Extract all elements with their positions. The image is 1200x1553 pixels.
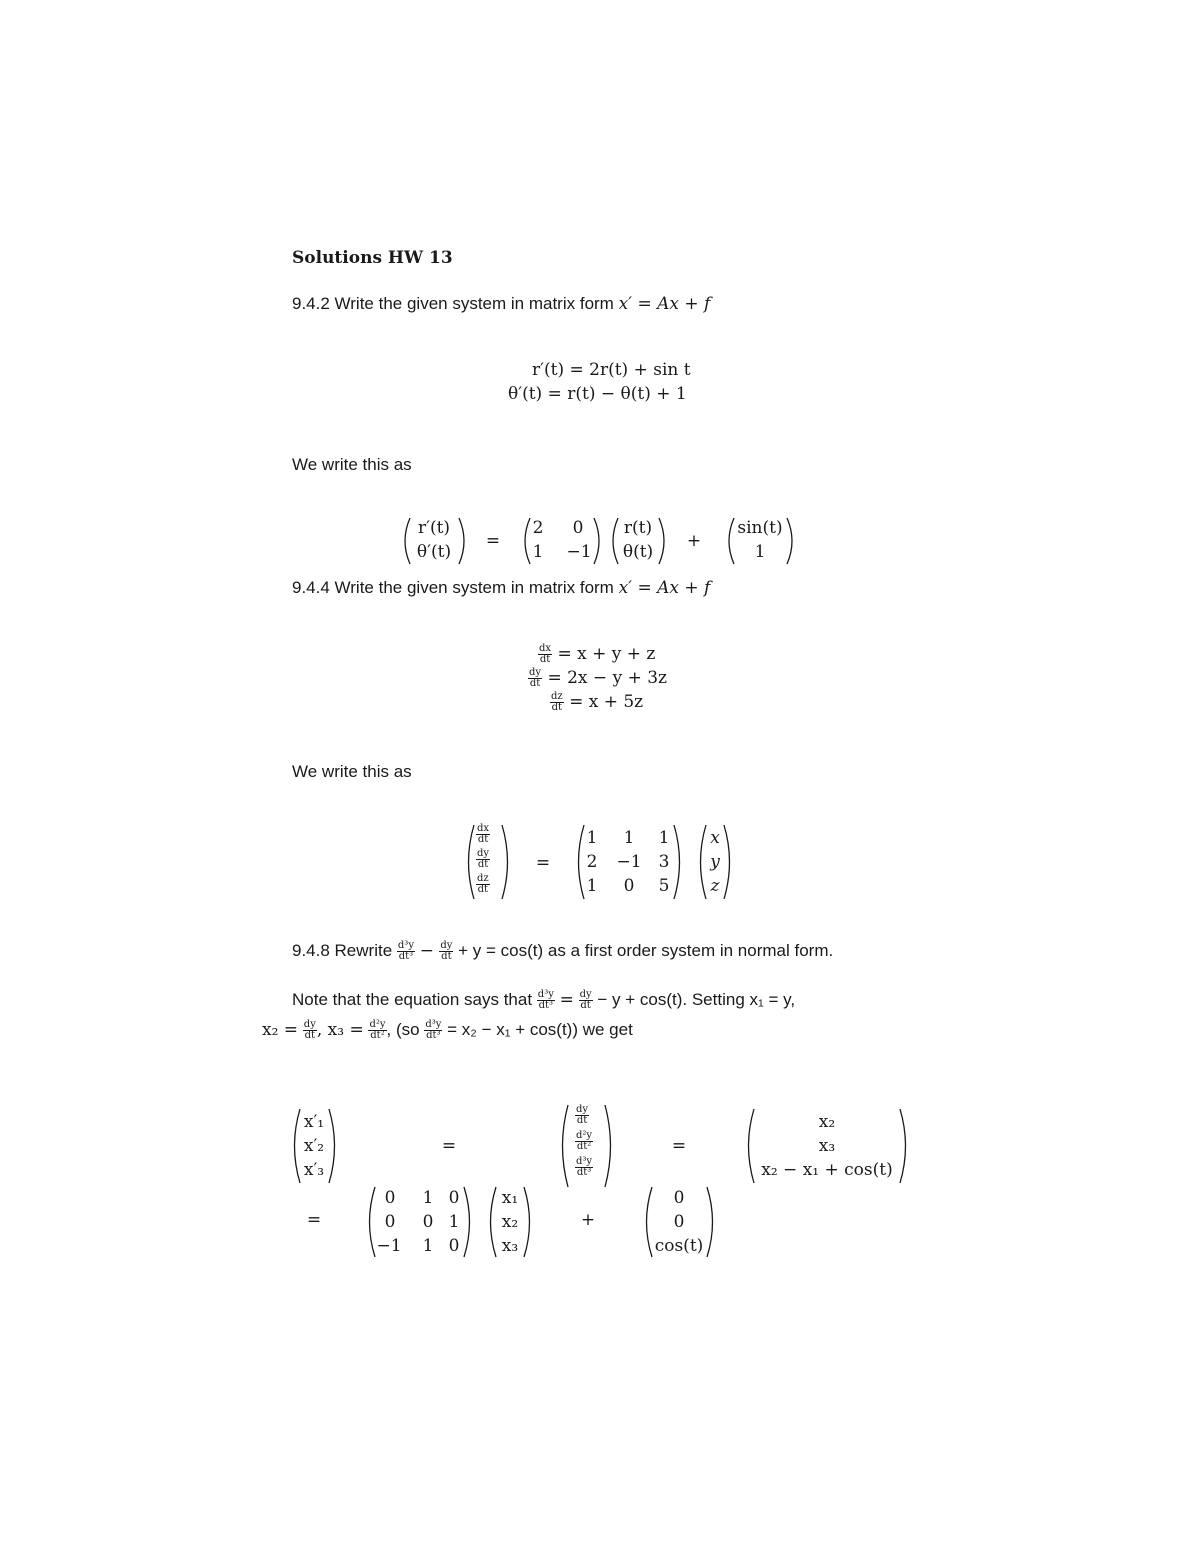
eq-944-1-rhs: = x + y + z xyxy=(557,644,656,664)
equals-942: = xyxy=(485,531,501,551)
eq-944-2 xyxy=(528,668,667,689)
numerator: d³y xyxy=(425,1019,442,1031)
eq-944-1 xyxy=(538,644,655,665)
mid-948-0: x₂ xyxy=(818,1112,836,1132)
problem-948-label: 9.4.8 Rewrite xyxy=(292,941,393,960)
lhs-948-1: x′₂ xyxy=(303,1136,325,1156)
equals-948-b: = xyxy=(671,1136,687,1156)
equals-944: = xyxy=(535,853,551,873)
paren-right xyxy=(500,824,510,900)
fraction xyxy=(575,1105,589,1126)
paren-left xyxy=(560,1104,570,1188)
fraction xyxy=(368,1020,386,1041)
a-948-12: 1 xyxy=(448,1212,460,1232)
equals-948-a: = xyxy=(441,1136,457,1156)
numerator: dy xyxy=(477,848,490,859)
x-944-0: x xyxy=(710,828,720,848)
denominator: dt³ xyxy=(398,951,414,963)
eq-944-2-rhs: = 2x − y + 3z xyxy=(547,668,667,688)
a-944-12: 3 xyxy=(658,852,670,872)
numerator: d²y xyxy=(576,1130,593,1141)
f-948-1: 0 xyxy=(673,1212,685,1232)
denominator: dt xyxy=(529,678,541,689)
note-text: x₂ = xyxy=(262,1020,299,1040)
eq-944-3 xyxy=(550,692,643,713)
a-948-00: 0 xyxy=(384,1188,396,1208)
numerator: d²y xyxy=(369,1019,386,1031)
lhs-944-1 xyxy=(476,849,490,870)
fraction xyxy=(579,990,593,1011)
deriv-948-0 xyxy=(575,1105,589,1126)
fraction xyxy=(575,1131,593,1152)
a-948-20: −1 xyxy=(376,1236,402,1256)
denominator: dt³ xyxy=(426,1030,441,1042)
lhs-944-0 xyxy=(476,824,490,845)
denominator: dt³ xyxy=(576,1167,592,1178)
problem-948-heading xyxy=(292,941,833,962)
fraction xyxy=(476,874,490,895)
fraction xyxy=(537,990,555,1011)
a-948-01: 1 xyxy=(422,1188,434,1208)
numerator: dy xyxy=(440,940,453,952)
a-944-10: 2 xyxy=(586,852,598,872)
problem-944-label: 9.4.4 Write the given system in matrix form xyxy=(292,578,614,597)
a-944-21: 0 xyxy=(623,876,635,896)
lhs-948-0: x′₁ xyxy=(303,1112,325,1132)
x-942-1: θ(t) xyxy=(622,542,654,562)
fraction xyxy=(476,849,490,870)
denominator: dt xyxy=(477,859,489,870)
denominator: dt xyxy=(441,951,452,963)
plus-948: + xyxy=(580,1210,596,1230)
denominator: dt³ xyxy=(538,1000,554,1012)
problem-944-formula: x′ = Ax + f xyxy=(618,578,711,598)
x-948-0: x₁ xyxy=(501,1188,519,1208)
fraction xyxy=(303,1020,317,1041)
denominator: dt xyxy=(576,1115,588,1126)
fraction xyxy=(397,941,415,962)
a-944-01: 1 xyxy=(623,828,635,848)
paren-left xyxy=(466,824,476,900)
paren-right xyxy=(592,517,602,565)
lhs-942-0: r′(t) xyxy=(417,518,451,538)
paren-right xyxy=(722,824,732,900)
we-write-944: We write this as xyxy=(292,762,412,781)
denominator: dt xyxy=(551,702,563,713)
a-948-21: 1 xyxy=(422,1236,434,1256)
equals-948-c: = xyxy=(306,1210,322,1230)
paren-right xyxy=(457,517,467,565)
paren-right xyxy=(522,1186,532,1258)
paren-right xyxy=(785,517,795,565)
note-text: , x₃ = xyxy=(316,1020,364,1040)
denominator: dt² xyxy=(370,1030,385,1042)
paren-right xyxy=(898,1108,908,1184)
note-line-2 xyxy=(262,1020,633,1041)
numerator: d³y xyxy=(576,1156,593,1167)
denominator: dt xyxy=(539,654,551,665)
we-write-942: We write this as xyxy=(292,455,412,474)
x-944-1: y xyxy=(710,852,720,872)
x-942-0: r(t) xyxy=(623,518,653,538)
f-948-2: cos(t) xyxy=(654,1236,704,1256)
paren-right xyxy=(657,517,667,565)
denominator: dt xyxy=(477,834,489,845)
a-948-10: 0 xyxy=(384,1212,396,1232)
denominator: dt² xyxy=(576,1141,592,1152)
numerator: d³y xyxy=(537,989,554,1001)
a-944-02: 1 xyxy=(658,828,670,848)
plus-942: + xyxy=(686,531,702,551)
x-944-2: z xyxy=(710,876,720,896)
a-944-22: 5 xyxy=(658,876,670,896)
f-942-0: sin(t) xyxy=(737,518,783,538)
numerator: d³y xyxy=(397,940,414,952)
a-948-22: 0 xyxy=(448,1236,460,1256)
paren-right xyxy=(705,1186,715,1258)
a-944-00: 1 xyxy=(586,828,598,848)
numerator: dx xyxy=(539,643,552,654)
note-line-1 xyxy=(292,990,937,1011)
fraction xyxy=(439,941,453,962)
numerator: dy xyxy=(303,1019,316,1031)
numerator: dz xyxy=(551,691,563,702)
deriv-948-2 xyxy=(575,1157,593,1178)
note-text: = x₂ − x₁ + cos(t)) we get xyxy=(447,1020,633,1039)
fraction xyxy=(528,668,542,689)
problem-942-label: 9.4.2 Write the given system in matrix form xyxy=(292,294,614,313)
paren-right xyxy=(462,1186,472,1258)
x-948-1: x₂ xyxy=(501,1212,519,1232)
note-text: Note that the equation says that xyxy=(292,990,533,1009)
numerator: dy xyxy=(576,1104,589,1115)
denominator: dt xyxy=(477,884,489,895)
paren-right xyxy=(672,824,682,900)
problem-942-formula: x′ = Ax + f xyxy=(618,294,711,314)
numerator: dy xyxy=(579,989,592,1001)
numerator: dy xyxy=(529,667,542,678)
numerator: dz xyxy=(477,873,489,884)
denominator: dt xyxy=(580,1000,591,1012)
fraction xyxy=(424,1020,442,1041)
eq-942-2: θ′(t) = r(t) − θ(t) + 1 xyxy=(508,384,687,404)
fraction xyxy=(476,824,490,845)
paren-right xyxy=(327,1108,337,1184)
fraction xyxy=(575,1157,593,1178)
a-942-00: 2 xyxy=(532,518,544,538)
paren-right xyxy=(603,1104,613,1188)
note-text: − y + cos(t). Setting x₁ = y, xyxy=(597,990,796,1009)
lhs-948-2: x′₃ xyxy=(303,1160,325,1180)
lhs-942-1: θ′(t) xyxy=(416,542,452,562)
a-942-01: 0 xyxy=(572,518,584,538)
a-944-20: 1 xyxy=(586,876,598,896)
x-948-2: x₃ xyxy=(501,1236,519,1256)
fraction xyxy=(538,644,552,665)
fraction xyxy=(550,692,564,713)
numerator: dx xyxy=(477,823,490,834)
eq-944-3-rhs: = x + 5z xyxy=(569,692,644,712)
denominator: dt xyxy=(304,1030,316,1042)
problem-942-heading xyxy=(292,294,710,314)
mid-948-1: x₃ xyxy=(818,1136,836,1156)
a-942-10: 1 xyxy=(532,542,544,562)
page-title: Solutions HW 13 xyxy=(292,248,453,268)
eq-942-1: r′(t) = 2r(t) + sin t xyxy=(532,360,691,380)
f-942-1: 1 xyxy=(754,542,766,562)
minus: − xyxy=(419,941,440,961)
a-948-02: 0 xyxy=(448,1188,460,1208)
deriv-948-1 xyxy=(575,1131,593,1152)
note-text: , (so xyxy=(386,1020,420,1039)
equals: = xyxy=(559,990,574,1010)
f-948-0: 0 xyxy=(673,1188,685,1208)
a-944-11: −1 xyxy=(616,852,642,872)
a-942-11: −1 xyxy=(566,542,592,562)
problem-948-rest: + y = cos(t) as a first order system in normal form. xyxy=(458,941,834,960)
problem-944-heading xyxy=(292,578,710,598)
lhs-944-2 xyxy=(476,874,490,895)
mid-948-2: x₂ − x₁ + cos(t) xyxy=(761,1160,893,1180)
a-948-11: 0 xyxy=(422,1212,434,1232)
